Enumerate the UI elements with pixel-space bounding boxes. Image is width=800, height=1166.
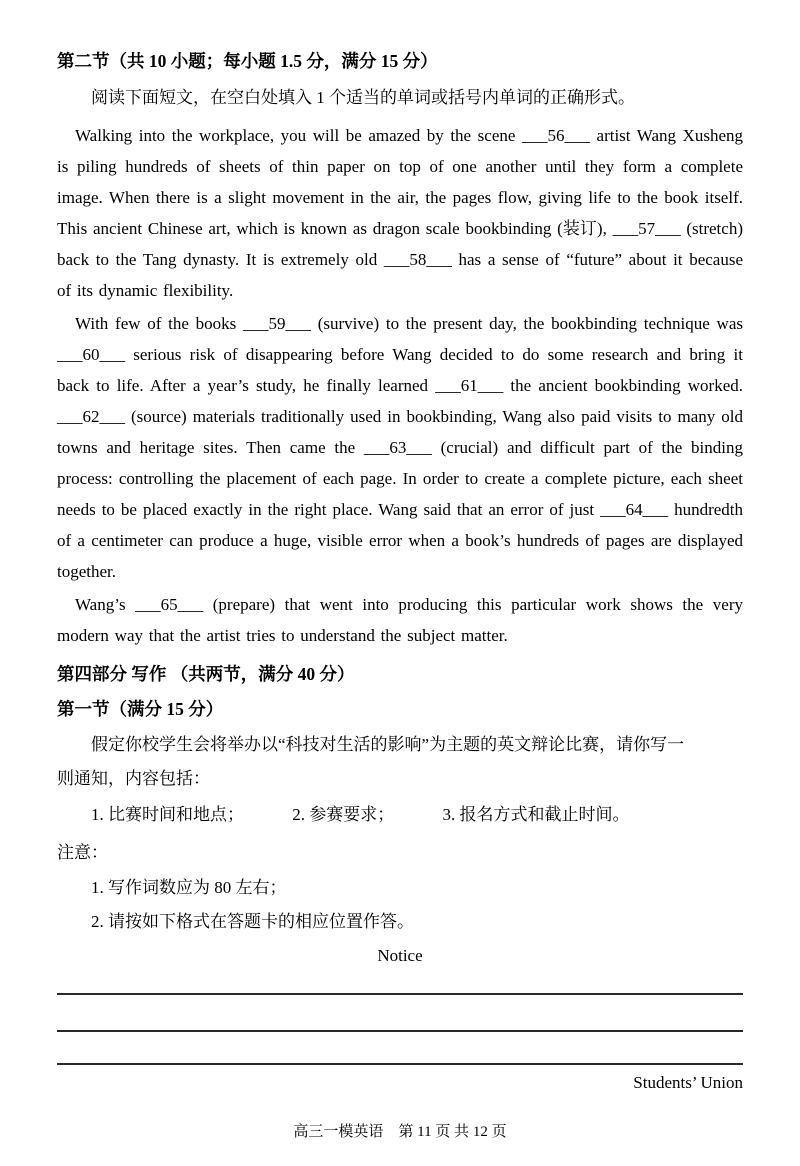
point-3: 3. 报名方式和截止时间。 [442,805,630,824]
content-points [57,795,743,835]
page-footer: 高三一模英语 第 11 页 共 12 页 [293,1124,507,1140]
part-4-header: 第四部分 写作 （共两节，满分 40 分） [57,664,355,684]
signature: Students’ Union [633,1073,743,1092]
writing-prompt-line-2: 则通知，内容包括： [57,769,210,788]
passage-paragraph-1: Walking into the workplace, you will be amazed by the scene ___56___ artist Wang Xusheng is piling hundreds of sheets of thin paper on top of one another until they form a complete image. When there is a slight movement in the air, the pages flow, giving life to the book itself. This ancient Chinese art, which is known as dragon scale bookbinding (装订), ___57___ (stretch) back to the Tang dynasty. It is extremely old ___58___ has a sense of “future” about it because of its dynamic flexibility. [57,126,743,300]
section-2-instruction: 阅读下面短文，在空白处填入 1 个适当的单词或括号内单词的正确形式。 [91,88,635,107]
answer-lines [57,971,743,1065]
section-2-header: 第二节（共 10 小题；每小题 1.5 分，满分 15 分） [57,51,438,71]
point-2: 2. 参赛要求； [292,805,395,824]
answer-line-2 [57,995,743,1032]
passage-paragraph-2: With few of the books ___59___ (survive) to the present day, the bookbinding technique was ___60___ serious risk of disappearing before Wang decided to do some research and bring it back to life. After a year’s study, he finally learned ___61___ the ancient bookbinding worked. ___62___ (source) materials traditionally used in bookbinding, Wang also paid visits to many old towns and heritage sites. Then came the ___63___ (crucial) and difficult part of the binding process: controlling the placement of each page. In order to create a complete picture, each sheet needs to be placed exactly in the right place. Wang said that an error of just ___64___ hundredth of a centimeter can produce a huge, visible error when a book’s hundreds of pages are displayed together. [57,314,743,581]
section-1-header: 第一节（满分 15 分） [57,699,224,719]
passage-paragraph-3: Wang’s ___65___ (prepare) that went into producing this particular work shows the very modern way that the artist tries to understand the subject matter. [57,595,743,645]
note-2: 2. 请按如下格式在答题卡的相应位置作答。 [91,912,414,931]
writing-prompt-line-1: 假定你校学生会将举办以“科技对生活的影响”为主题的英文辩论比赛，请你写一 [91,735,685,754]
notice-title: Notice [377,946,423,965]
answer-line-3 [57,1032,743,1065]
point-1: 1. 比赛时间和地点； [91,805,244,824]
answer-line-1 [57,971,743,995]
notes-label: 注意： [57,843,108,862]
note-1: 1. 写作词数应为 80 左右； [91,878,287,897]
